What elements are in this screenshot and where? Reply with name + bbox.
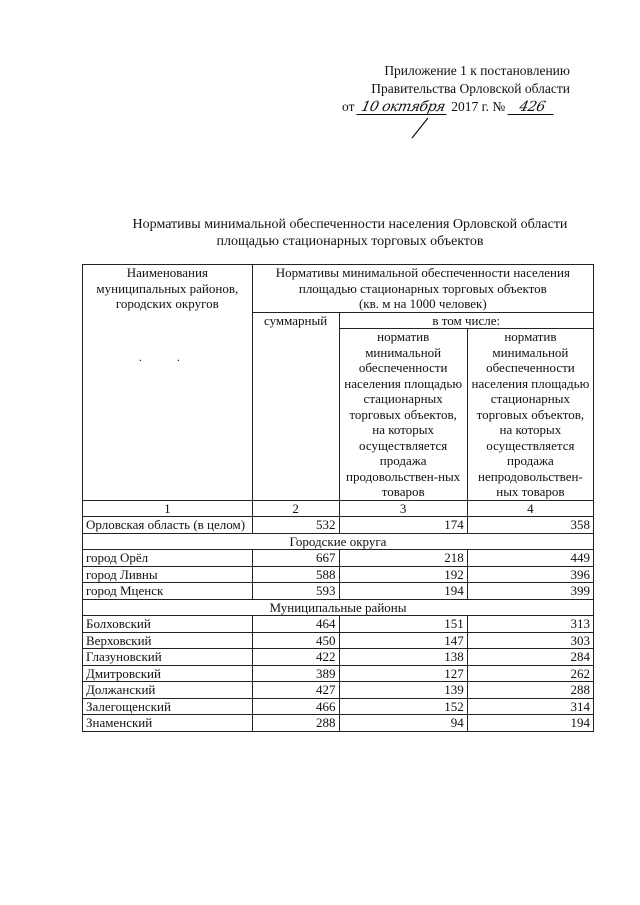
row-nonfood: 303 [467,632,593,649]
row-nonfood: 358 [467,517,593,534]
row-name: Орловская область (в целом) [83,517,253,534]
row-nonfood: 284 [467,649,593,666]
row-food: 151 [339,616,467,633]
table-row [83,616,594,633]
section-title: Муниципальные районы [83,599,594,616]
row-total: 588 [252,566,339,583]
table-row [83,632,594,649]
row-food: 139 [339,682,467,699]
row-total: 464 [252,616,339,633]
row-nonfood: 313 [467,616,593,633]
region-total-row [83,517,594,534]
col-number: 2 [252,500,339,517]
appendix-line-3 [340,98,590,116]
header-food: норматив минимальной обеспеченности населения площадью стационарных торговых объектов, на которых осуществляется продажа продовольствен-ных товаров [339,329,467,501]
table-row [83,698,594,715]
appendix-block [340,62,590,116]
header-dots: . . [138,349,196,364]
row-name: Должанский [83,682,253,699]
handwritten-date: 10 октября [356,100,449,115]
col-number: 4 [467,500,593,517]
row-name: Верховский [83,632,253,649]
row-name: город Орёл [83,550,253,567]
row-food: 127 [339,665,467,682]
row-total: 593 [252,583,339,600]
from-label: от [342,99,355,114]
appendix-line-2: Правительства Орловской области [371,81,570,96]
section-cities-row [83,533,594,550]
signature-stroke-icon [406,116,436,140]
row-name: Болховский [83,616,253,633]
section-districts-row [83,599,594,616]
row-nonfood: 399 [467,583,593,600]
row-total: 450 [252,632,339,649]
table-row [83,665,594,682]
table-row [83,583,594,600]
year-text: 2017 г. № [451,99,506,114]
row-food: 174 [339,517,467,534]
row-nonfood: 194 [467,715,593,732]
col-number: 3 [339,500,467,517]
table-row [83,566,594,583]
row-total: 389 [252,665,339,682]
header-unit: (кв. м на 1000 человек) [358,296,487,311]
row-name: Глазуновский [83,649,253,666]
row-name: город Ливны [83,566,253,583]
row-food: 152 [339,698,467,715]
norms-table [82,264,594,732]
table-row [83,550,594,567]
row-total: 288 [252,715,339,732]
row-total: 466 [252,698,339,715]
header-including: в том числе: [339,312,593,329]
row-total: 667 [252,550,339,567]
row-food: 218 [339,550,467,567]
row-food: 194 [339,583,467,600]
appendix-line-1: Приложение 1 к постановлению [384,63,570,78]
document-title [90,216,610,250]
row-total: 422 [252,649,339,666]
header-group: Нормативы минимальной обеспеченности населения площадью стационарных торговых объектов (кв. м на 1000 человек) [252,265,593,313]
row-name: город Мценск [83,583,253,600]
header-total: суммарный [252,312,339,500]
column-number-row [83,500,594,517]
row-nonfood: 449 [467,550,593,567]
header-nonfood: норматив минимальной обеспеченности населения площадью стационарных торговых объектов, на которых осуществляется продажа непродовольствен-ных товаров [467,329,593,501]
row-food: 94 [339,715,467,732]
row-food: 147 [339,632,467,649]
header-col-name: Наименования муниципальных районов, городских округов . . [83,265,253,501]
row-name: Залегощенский [83,698,253,715]
row-nonfood: 262 [467,665,593,682]
title-line-2: площадью стационарных торговых объектов [216,234,484,249]
table-row [83,649,594,666]
row-food: 192 [339,566,467,583]
handwritten-number: 426 [507,100,556,115]
table-row [83,715,594,732]
row-name: Знаменский [83,715,253,732]
section-title: Городские округа [83,533,594,550]
row-total: 532 [252,517,339,534]
row-name: Дмитровский [83,665,253,682]
row-nonfood: 288 [467,682,593,699]
row-nonfood: 314 [467,698,593,715]
col-number: 1 [83,500,253,517]
row-nonfood: 396 [467,566,593,583]
table-row [83,682,594,699]
row-food: 138 [339,649,467,666]
title-line-1: Нормативы минимальной обеспеченности населения Орловской области [132,217,568,232]
header-row-1 [83,265,594,313]
row-total: 427 [252,682,339,699]
